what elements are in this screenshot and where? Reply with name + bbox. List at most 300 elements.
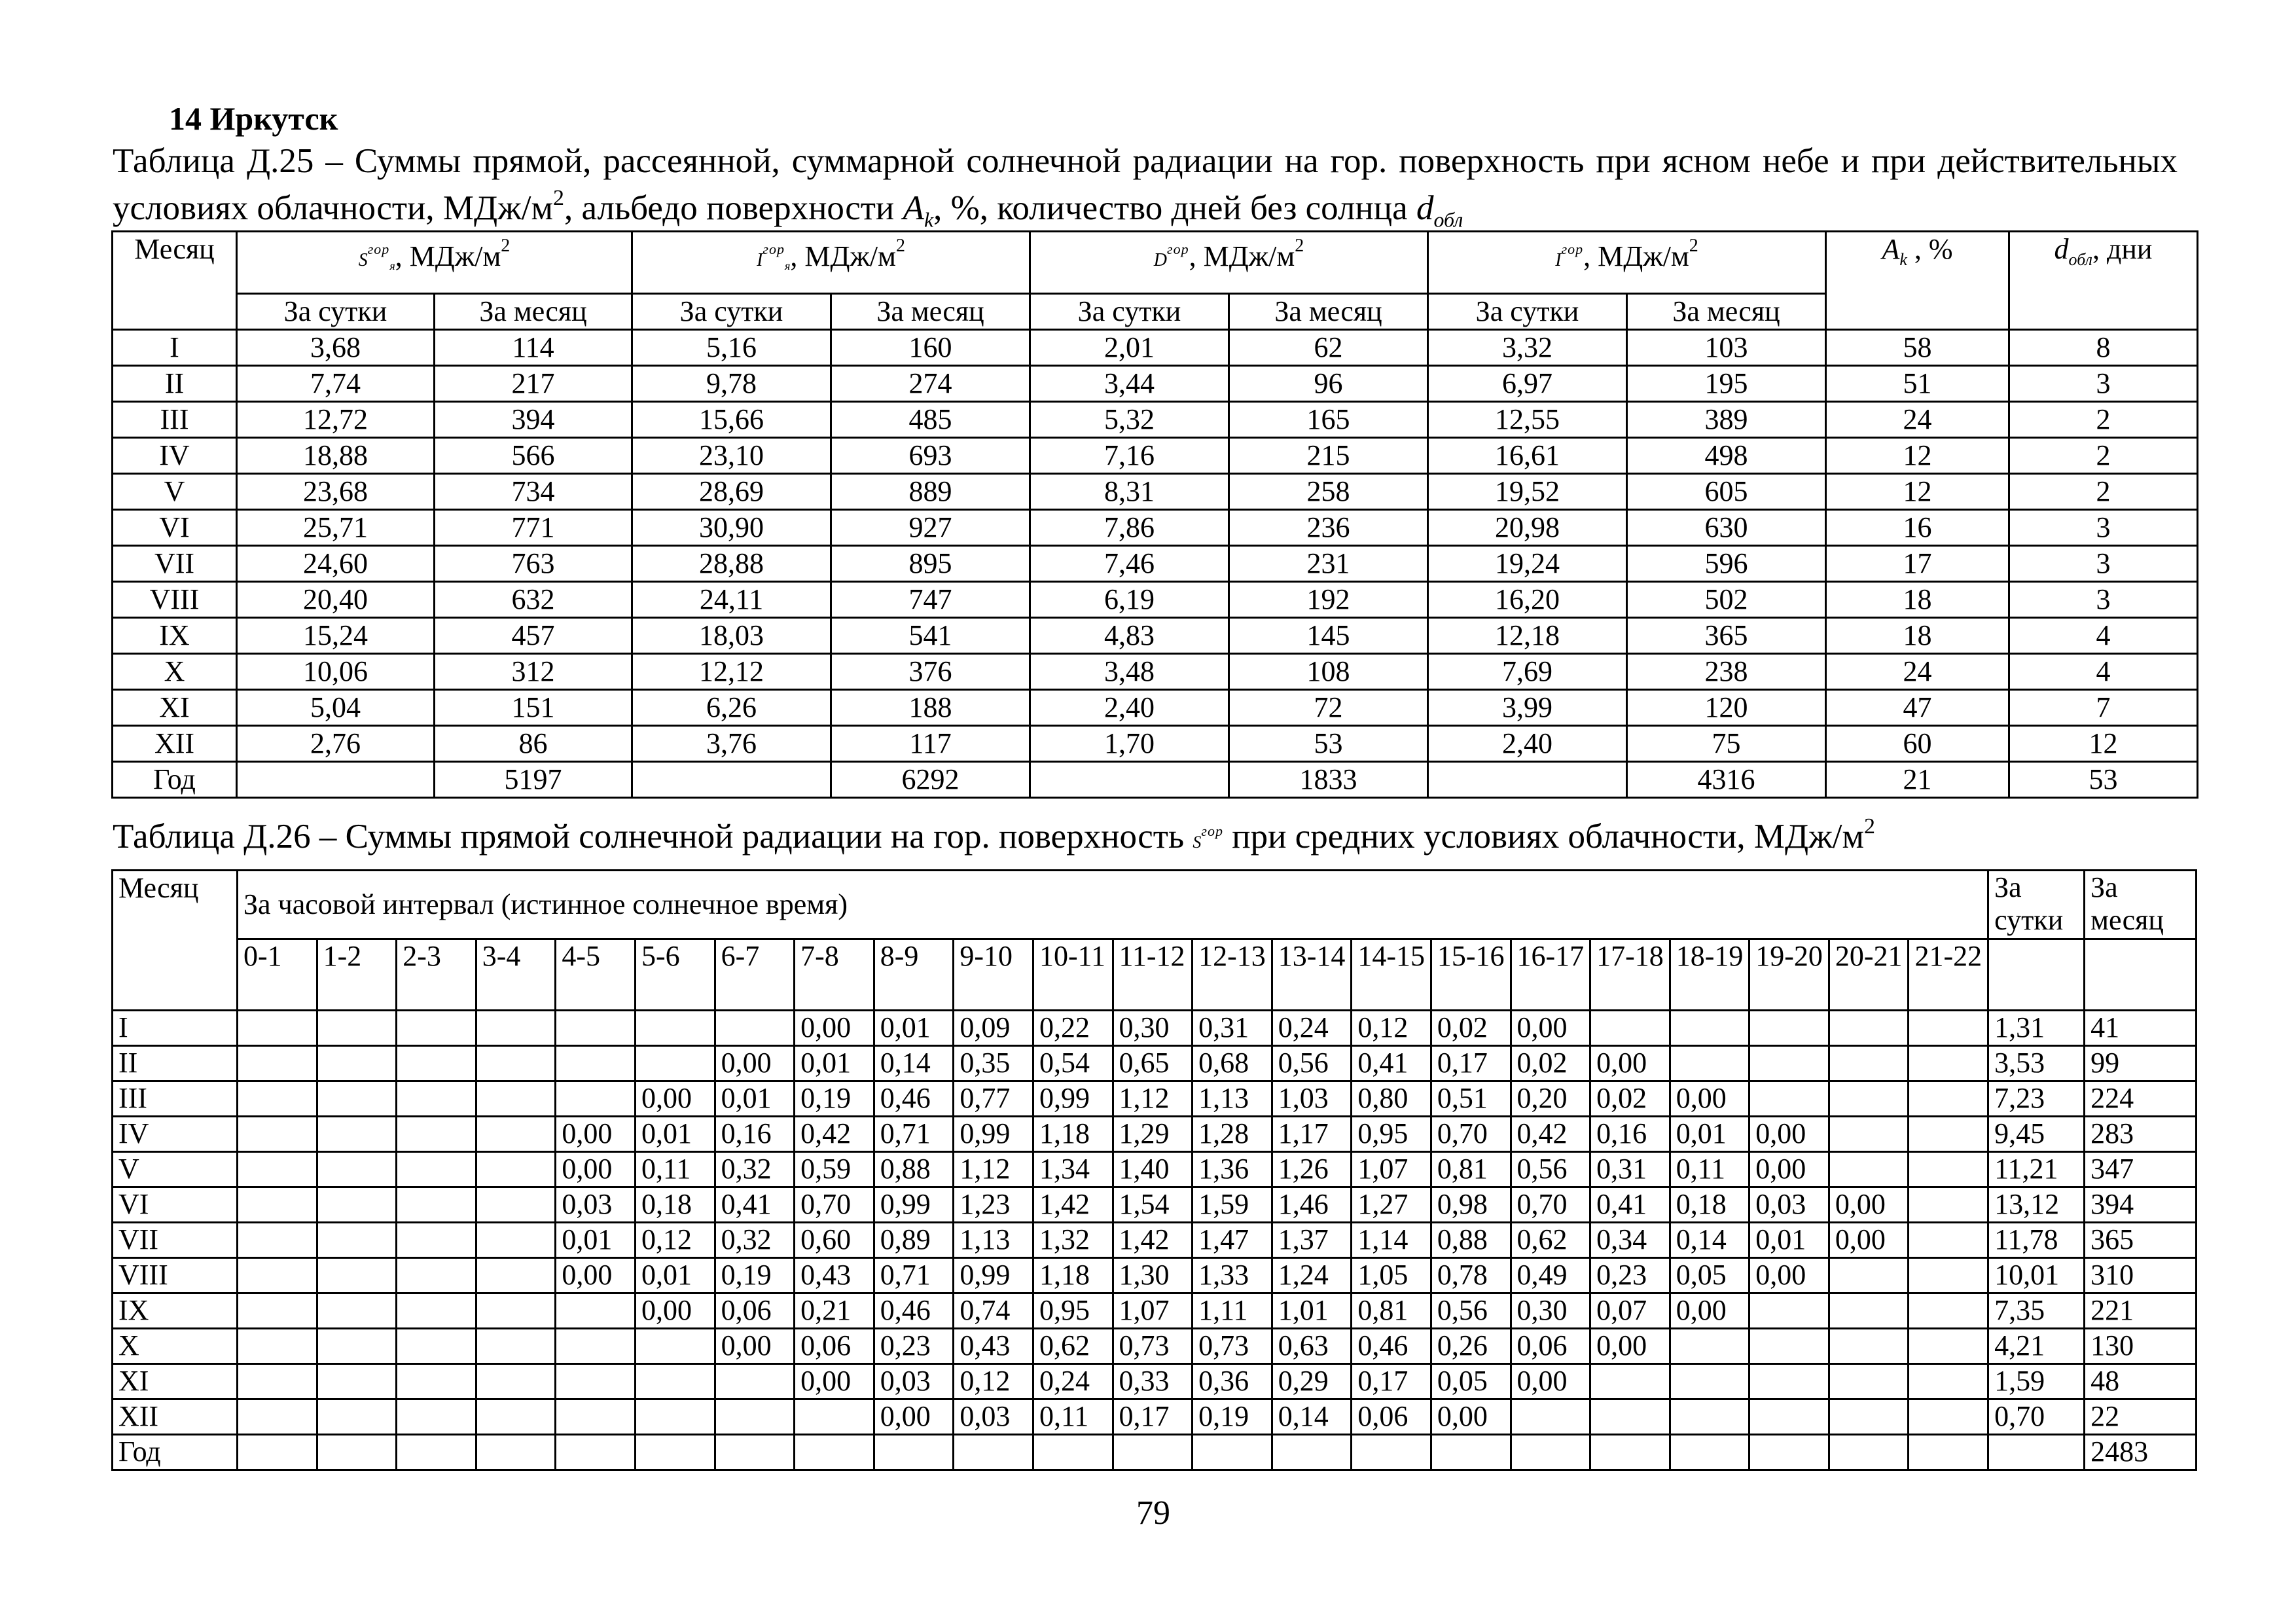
value-cell bbox=[476, 1329, 556, 1364]
dobl-header bbox=[2009, 232, 2198, 330]
per-month-header: За месяц bbox=[831, 294, 1030, 330]
month-cell: XII bbox=[113, 1399, 238, 1435]
hour-interval-header: 0-1 bbox=[238, 939, 317, 1011]
value-cell bbox=[1030, 762, 1229, 798]
value-cell: 1,01 bbox=[1272, 1293, 1352, 1329]
value-cell bbox=[1829, 1293, 1909, 1329]
value-cell bbox=[238, 1364, 317, 1399]
value-cell: 0,77 bbox=[954, 1081, 1033, 1117]
value-cell bbox=[635, 1011, 715, 1046]
value-cell: 130 bbox=[2085, 1329, 2197, 1364]
table-row bbox=[113, 1117, 2197, 1152]
value-cell: 3,44 bbox=[1030, 366, 1229, 402]
value-cell: 0,12 bbox=[1352, 1011, 1431, 1046]
value-cell: 0,62 bbox=[1033, 1329, 1113, 1364]
s-header bbox=[237, 232, 632, 294]
value-cell: 21 bbox=[1826, 762, 2009, 798]
value-cell bbox=[1428, 762, 1627, 798]
per-day-blank bbox=[1988, 939, 2085, 1011]
value-cell: 0,14 bbox=[874, 1046, 954, 1081]
value-cell: 0,26 bbox=[1431, 1329, 1511, 1364]
table-row bbox=[113, 438, 2198, 474]
value-cell: 120 bbox=[1627, 690, 1826, 726]
value-cell: 0,01 bbox=[556, 1223, 636, 1258]
value-cell: 1,31 bbox=[1988, 1011, 2085, 1046]
value-cell bbox=[317, 1081, 397, 1117]
value-cell bbox=[1909, 1293, 1988, 1329]
unit-sup: 2 bbox=[501, 236, 511, 256]
value-cell: 58 bbox=[1826, 330, 2009, 366]
value-cell: 22 bbox=[2085, 1399, 2197, 1435]
per-day-header: За сутки bbox=[237, 294, 435, 330]
value-cell bbox=[1113, 1435, 1193, 1470]
value-cell: 630 bbox=[1627, 510, 1826, 546]
table-row bbox=[113, 546, 2198, 582]
value-cell: 0,41 bbox=[715, 1187, 795, 1223]
value-cell: 1,07 bbox=[1352, 1152, 1431, 1187]
per-day-header: За сутки bbox=[632, 294, 831, 330]
value-cell: 0,73 bbox=[1113, 1329, 1193, 1364]
value-cell: 6,97 bbox=[1428, 366, 1627, 402]
per-month-header: За месяц bbox=[1627, 294, 1826, 330]
value-cell bbox=[556, 1046, 636, 1081]
value-cell: 4 bbox=[2009, 654, 2198, 690]
unit: , МДж/м bbox=[395, 240, 501, 272]
interval-header: За часовой интервал (истинное солнечное время) bbox=[238, 871, 1988, 939]
value-cell: 1,18 bbox=[1033, 1117, 1113, 1152]
value-cell: 2483 bbox=[2085, 1435, 2197, 1470]
s-sup: гор bbox=[367, 241, 390, 257]
value-cell: 0,01 bbox=[874, 1011, 954, 1046]
d-symbol: D bbox=[1153, 250, 1168, 270]
hour-interval-header: 2-3 bbox=[397, 939, 476, 1011]
value-cell bbox=[476, 1258, 556, 1293]
value-cell: 0,00 bbox=[715, 1329, 795, 1364]
value-cell: 0,16 bbox=[715, 1117, 795, 1152]
value-cell: 2,40 bbox=[1428, 726, 1627, 762]
value-cell bbox=[238, 1399, 317, 1435]
ak-unit: , % bbox=[1907, 233, 1953, 265]
value-cell: 24 bbox=[1826, 402, 2009, 438]
value-cell bbox=[1749, 1364, 1829, 1399]
value-cell bbox=[1829, 1329, 1909, 1364]
value-cell bbox=[1033, 1435, 1113, 1470]
value-cell: 0,00 bbox=[1829, 1187, 1909, 1223]
value-cell bbox=[1909, 1117, 1988, 1152]
value-cell bbox=[317, 1187, 397, 1223]
month-cell: VII bbox=[113, 1223, 238, 1258]
value-cell: 0,00 bbox=[1511, 1364, 1590, 1399]
value-cell: 217 bbox=[435, 366, 632, 402]
value-cell: 0,80 bbox=[1352, 1081, 1431, 1117]
value-cell: 4,83 bbox=[1030, 618, 1229, 654]
q-header bbox=[1428, 232, 1826, 294]
value-cell: 0,01 bbox=[635, 1258, 715, 1293]
value-cell bbox=[476, 1187, 556, 1223]
month-cell: VII bbox=[113, 546, 237, 582]
value-cell: 3,53 bbox=[1988, 1046, 2085, 1081]
value-cell: 0,35 bbox=[954, 1046, 1033, 1081]
month-cell: III bbox=[113, 402, 237, 438]
value-cell: 0,43 bbox=[795, 1258, 874, 1293]
value-cell bbox=[1749, 1081, 1829, 1117]
value-cell: 16,61 bbox=[1428, 438, 1627, 474]
value-cell bbox=[1909, 1223, 1988, 1258]
value-cell: 20,98 bbox=[1428, 510, 1627, 546]
value-cell: 0,07 bbox=[1590, 1293, 1670, 1329]
value-cell bbox=[238, 1046, 317, 1081]
per-month-header: За месяц bbox=[1229, 294, 1428, 330]
q-symbol: I bbox=[1555, 250, 1562, 270]
hour-interval-header: 10-11 bbox=[1033, 939, 1113, 1011]
value-cell: 0,71 bbox=[874, 1117, 954, 1152]
value-cell: 1,18 bbox=[1033, 1258, 1113, 1293]
value-cell: 0,20 bbox=[1511, 1081, 1590, 1117]
value-cell: 7,16 bbox=[1030, 438, 1229, 474]
i-symbol: I bbox=[757, 250, 763, 270]
value-cell bbox=[317, 1258, 397, 1293]
value-cell: 0,19 bbox=[795, 1081, 874, 1117]
value-cell: 771 bbox=[435, 510, 632, 546]
value-cell: 0,00 bbox=[715, 1046, 795, 1081]
table-row bbox=[113, 654, 2198, 690]
table-row bbox=[113, 618, 2198, 654]
value-cell bbox=[1909, 1081, 1988, 1117]
value-cell bbox=[1590, 1364, 1670, 1399]
value-cell: 498 bbox=[1627, 438, 1826, 474]
value-cell bbox=[397, 1399, 476, 1435]
per-month-blank bbox=[2085, 939, 2197, 1011]
month-cell: IX bbox=[113, 618, 237, 654]
value-cell: 0,17 bbox=[1113, 1399, 1193, 1435]
table-row bbox=[113, 474, 2198, 510]
table26 bbox=[111, 869, 2197, 1471]
ak-header bbox=[1826, 232, 2009, 330]
value-cell: 0,34 bbox=[1590, 1223, 1670, 1258]
value-cell: 376 bbox=[831, 654, 1030, 690]
month-cell: V bbox=[113, 474, 237, 510]
value-cell: 0,62 bbox=[1511, 1223, 1590, 1258]
month-cell: IV bbox=[113, 438, 237, 474]
value-cell: 3,68 bbox=[237, 330, 435, 366]
value-cell: 0,70 bbox=[1511, 1187, 1590, 1223]
value-cell: 103 bbox=[1627, 330, 1826, 366]
value-cell: 312 bbox=[435, 654, 632, 690]
value-cell: 0,71 bbox=[874, 1258, 954, 1293]
value-cell: 0,19 bbox=[1193, 1399, 1272, 1435]
value-cell: 0,51 bbox=[1431, 1081, 1511, 1117]
value-cell: 5197 bbox=[435, 762, 632, 798]
value-cell bbox=[397, 1293, 476, 1329]
value-cell bbox=[1909, 1364, 1988, 1399]
value-cell: 1,47 bbox=[1193, 1223, 1272, 1258]
value-cell: 1,36 bbox=[1193, 1152, 1272, 1187]
value-cell: 2 bbox=[2009, 474, 2198, 510]
value-cell: 0,03 bbox=[556, 1187, 636, 1223]
value-cell: 13,12 bbox=[1988, 1187, 2085, 1223]
value-cell bbox=[397, 1435, 476, 1470]
value-cell: 192 bbox=[1229, 582, 1428, 618]
caption-text: при средних условиях облачности, МДж/м bbox=[1223, 818, 1865, 856]
value-cell bbox=[556, 1364, 636, 1399]
ak-symbol: A bbox=[903, 189, 924, 227]
value-cell: 541 bbox=[831, 618, 1030, 654]
value-cell bbox=[397, 1046, 476, 1081]
value-cell: 0,03 bbox=[874, 1364, 954, 1399]
value-cell: 0,81 bbox=[1431, 1152, 1511, 1187]
table26-body bbox=[113, 1011, 2197, 1470]
d-symbol: d bbox=[1416, 189, 1434, 227]
unit: , МДж/м bbox=[1583, 240, 1689, 272]
hour-interval-header: 19-20 bbox=[1749, 939, 1829, 1011]
value-cell: 3,76 bbox=[632, 726, 831, 762]
value-cell: 53 bbox=[2009, 762, 2198, 798]
table-row bbox=[113, 1011, 2197, 1046]
month-cell: VI bbox=[113, 510, 237, 546]
value-cell: 1,54 bbox=[1113, 1187, 1193, 1223]
value-cell bbox=[397, 1152, 476, 1187]
value-cell: 0,56 bbox=[1431, 1293, 1511, 1329]
value-cell: 0,01 bbox=[1670, 1117, 1749, 1152]
value-cell: 20,40 bbox=[237, 582, 435, 618]
table-row bbox=[113, 330, 2198, 366]
value-cell: 0,12 bbox=[635, 1223, 715, 1258]
value-cell: 0,02 bbox=[1431, 1011, 1511, 1046]
value-cell: 3,99 bbox=[1428, 690, 1627, 726]
value-cell: 24,11 bbox=[632, 582, 831, 618]
value-cell bbox=[317, 1223, 397, 1258]
table-row bbox=[113, 1187, 2197, 1223]
value-cell: 394 bbox=[2085, 1187, 2197, 1223]
value-cell: 0,14 bbox=[1272, 1399, 1352, 1435]
value-cell: 0,43 bbox=[954, 1329, 1033, 1364]
value-cell bbox=[1670, 1399, 1749, 1435]
value-cell: 25,71 bbox=[237, 510, 435, 546]
value-cell: 9,78 bbox=[632, 366, 831, 402]
value-cell: 8,31 bbox=[1030, 474, 1229, 510]
value-cell: 0,68 bbox=[1193, 1046, 1272, 1081]
value-cell: 215 bbox=[1229, 438, 1428, 474]
value-cell: 1,24 bbox=[1272, 1258, 1352, 1293]
value-cell: 0,00 bbox=[795, 1011, 874, 1046]
value-cell: 0,05 bbox=[1431, 1364, 1511, 1399]
table-row bbox=[113, 1399, 2197, 1435]
table-row bbox=[113, 1223, 2197, 1258]
value-cell bbox=[715, 1399, 795, 1435]
value-cell bbox=[1749, 1046, 1829, 1081]
value-cell: 51 bbox=[1826, 366, 2009, 402]
per-month-header: За месяц bbox=[2085, 871, 2197, 939]
hour-interval-header: 3-4 bbox=[476, 939, 556, 1011]
caption-sup: 2 bbox=[1864, 814, 1876, 839]
value-cell: 0,31 bbox=[1590, 1152, 1670, 1187]
table25 bbox=[111, 230, 2198, 799]
value-cell: 0,00 bbox=[1749, 1152, 1829, 1187]
unit-sup: 2 bbox=[1689, 236, 1698, 256]
value-cell bbox=[632, 762, 831, 798]
month-cell: VI bbox=[113, 1187, 238, 1223]
value-cell: 1,28 bbox=[1193, 1117, 1272, 1152]
value-cell: 0,95 bbox=[1352, 1117, 1431, 1152]
table-row bbox=[113, 1435, 2197, 1470]
value-cell: 1,03 bbox=[1272, 1081, 1352, 1117]
value-cell bbox=[1670, 1435, 1749, 1470]
table25-caption bbox=[113, 137, 2178, 244]
value-cell: 16,20 bbox=[1428, 582, 1627, 618]
i-sup: гор bbox=[762, 241, 785, 257]
value-cell bbox=[635, 1329, 715, 1364]
value-cell bbox=[1749, 1435, 1829, 1470]
month-cell: V bbox=[113, 1152, 238, 1187]
value-cell: 0,70 bbox=[1431, 1117, 1511, 1152]
value-cell bbox=[1272, 1435, 1352, 1470]
value-cell: 0,89 bbox=[874, 1223, 954, 1258]
value-cell: 1,17 bbox=[1272, 1117, 1352, 1152]
value-cell bbox=[317, 1293, 397, 1329]
value-cell: 0,00 bbox=[556, 1117, 636, 1152]
value-cell: 6,26 bbox=[632, 690, 831, 726]
value-cell: 0,00 bbox=[1829, 1223, 1909, 1258]
value-cell: 566 bbox=[435, 438, 632, 474]
caption-text: Таблица Д.25 – Суммы прямой, рассеянной, суммарной солнечной радиации на гор. поверхность при ясном небе и при действительных условиях облачности, МДж/м bbox=[113, 142, 2178, 227]
value-cell: 283 bbox=[2085, 1117, 2197, 1152]
value-cell bbox=[1749, 1329, 1829, 1364]
value-cell bbox=[1193, 1435, 1272, 1470]
value-cell: 0,42 bbox=[795, 1117, 874, 1152]
value-cell: 0,00 bbox=[1670, 1293, 1749, 1329]
value-cell bbox=[635, 1046, 715, 1081]
value-cell: 632 bbox=[435, 582, 632, 618]
value-cell: 274 bbox=[831, 366, 1030, 402]
value-cell: 17 bbox=[1826, 546, 2009, 582]
per-day-header: За сутки bbox=[1428, 294, 1627, 330]
value-cell: 0,01 bbox=[795, 1046, 874, 1081]
hour-interval-header: 17-18 bbox=[1590, 939, 1670, 1011]
value-cell: 12 bbox=[2009, 726, 2198, 762]
value-cell: 0,46 bbox=[874, 1293, 954, 1329]
value-cell: 114 bbox=[435, 330, 632, 366]
value-cell: 0,42 bbox=[1511, 1117, 1590, 1152]
value-cell bbox=[1431, 1435, 1511, 1470]
value-cell: 9,45 bbox=[1988, 1117, 2085, 1152]
hour-interval-header: 14-15 bbox=[1352, 939, 1431, 1011]
month-cell: X bbox=[113, 654, 237, 690]
value-cell: 0,46 bbox=[874, 1081, 954, 1117]
value-cell bbox=[238, 1258, 317, 1293]
value-cell: 0,00 bbox=[1590, 1046, 1670, 1081]
month-header: Месяц bbox=[113, 232, 237, 330]
value-cell bbox=[238, 1293, 317, 1329]
hour-interval-header: 16-17 bbox=[1511, 939, 1590, 1011]
section-title: 14 Иркутск bbox=[169, 100, 338, 137]
value-cell: 0,70 bbox=[1988, 1399, 2085, 1435]
value-cell: 0,06 bbox=[795, 1329, 874, 1364]
value-cell: 1,14 bbox=[1352, 1223, 1431, 1258]
value-cell: 1,32 bbox=[1033, 1223, 1113, 1258]
value-cell bbox=[317, 1364, 397, 1399]
value-cell: 0,06 bbox=[1352, 1399, 1431, 1435]
value-cell: 310 bbox=[2085, 1258, 2197, 1293]
value-cell bbox=[397, 1364, 476, 1399]
hour-interval-header: 18-19 bbox=[1670, 939, 1749, 1011]
value-cell: 12,12 bbox=[632, 654, 831, 690]
value-cell bbox=[1829, 1435, 1909, 1470]
value-cell bbox=[476, 1223, 556, 1258]
value-cell: 0,70 bbox=[795, 1187, 874, 1223]
value-cell: 8 bbox=[2009, 330, 2198, 366]
value-cell: 1,37 bbox=[1272, 1223, 1352, 1258]
unit: , МДж/м bbox=[1189, 240, 1295, 272]
value-cell: 0,23 bbox=[1590, 1258, 1670, 1293]
value-cell: 160 bbox=[831, 330, 1030, 366]
table-row bbox=[113, 1046, 2197, 1081]
value-cell: 0,11 bbox=[1670, 1152, 1749, 1187]
month-cell: III bbox=[113, 1081, 238, 1117]
value-cell: 0,16 bbox=[1590, 1117, 1670, 1152]
month-cell: Год bbox=[113, 1435, 238, 1470]
caption-sup: 2 bbox=[553, 186, 565, 210]
value-cell: 224 bbox=[2085, 1081, 2197, 1117]
value-cell: 0,65 bbox=[1113, 1046, 1193, 1081]
value-cell: 0,02 bbox=[1590, 1081, 1670, 1117]
value-cell bbox=[1670, 1329, 1749, 1364]
value-cell: 18 bbox=[1826, 618, 2009, 654]
value-cell bbox=[1829, 1399, 1909, 1435]
table-row bbox=[113, 582, 2198, 618]
value-cell bbox=[795, 1435, 874, 1470]
ak-sub: k bbox=[924, 208, 934, 232]
value-cell: 0,29 bbox=[1272, 1364, 1352, 1399]
value-cell bbox=[1829, 1152, 1909, 1187]
value-cell: 605 bbox=[1627, 474, 1826, 510]
value-cell: 0,00 bbox=[795, 1364, 874, 1399]
value-cell bbox=[476, 1364, 556, 1399]
value-cell: 0,41 bbox=[1590, 1187, 1670, 1223]
value-cell: 0,24 bbox=[1033, 1364, 1113, 1399]
value-cell: 7,46 bbox=[1030, 546, 1229, 582]
value-cell: 12,72 bbox=[237, 402, 435, 438]
value-cell: 1,26 bbox=[1272, 1152, 1352, 1187]
table-row bbox=[113, 510, 2198, 546]
table-row bbox=[113, 1293, 2197, 1329]
i-header bbox=[632, 232, 1030, 294]
value-cell: 0,63 bbox=[1272, 1329, 1352, 1364]
value-cell: 0,54 bbox=[1033, 1046, 1113, 1081]
value-cell: 394 bbox=[435, 402, 632, 438]
value-cell bbox=[635, 1399, 715, 1435]
ak-sub: k bbox=[1899, 249, 1907, 269]
value-cell: 3 bbox=[2009, 366, 2198, 402]
value-cell: 7,74 bbox=[237, 366, 435, 402]
value-cell bbox=[397, 1081, 476, 1117]
value-cell: 0,99 bbox=[954, 1258, 1033, 1293]
value-cell bbox=[1749, 1399, 1829, 1435]
value-cell: 5,16 bbox=[632, 330, 831, 366]
value-cell bbox=[476, 1399, 556, 1435]
value-cell: 0,99 bbox=[874, 1187, 954, 1223]
value-cell bbox=[317, 1011, 397, 1046]
value-cell bbox=[1829, 1011, 1909, 1046]
value-cell: 596 bbox=[1627, 546, 1826, 582]
value-cell bbox=[556, 1293, 636, 1329]
table-row bbox=[113, 366, 2198, 402]
value-cell bbox=[954, 1435, 1033, 1470]
d-sup: гор bbox=[1167, 241, 1189, 257]
hour-interval-header: 4-5 bbox=[556, 939, 636, 1011]
value-cell: 0,23 bbox=[874, 1329, 954, 1364]
month-cell: VIII bbox=[113, 582, 237, 618]
value-cell: 1,12 bbox=[1113, 1081, 1193, 1117]
